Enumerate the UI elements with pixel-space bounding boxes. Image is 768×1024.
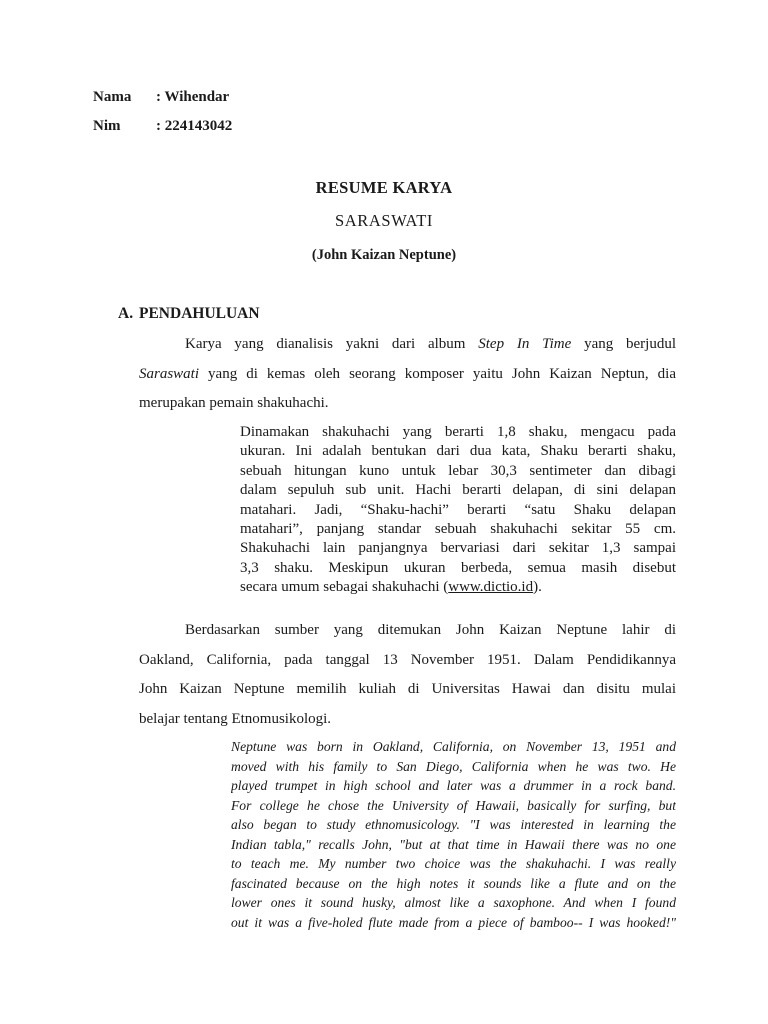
name-row xyxy=(93,89,229,106)
text-span: yang di kemas oleh seorang komposer yaitu John Kaizan Neptun, dia xyxy=(199,365,676,382)
quote-line: 3,3 shaku. Meskipun ukuran berbeda, semua masih disebut xyxy=(240,559,676,576)
quote-line xyxy=(240,578,676,597)
text-span: secara umum sebagai shakuhachi ( xyxy=(240,579,449,596)
composer-subtitle: (John Kaizan Neptune) xyxy=(311,247,457,263)
quote-line: Shakuhachi lain panjangnya bervariasi dari sekitar 1,3 sampai xyxy=(240,540,676,557)
section-title: PENDAHULUAN xyxy=(139,305,260,322)
paragraph-line xyxy=(139,360,676,390)
quote-line: played trumpet in high school and later was a drummer in a rock band. xyxy=(231,778,676,793)
quote-line: lower ones it sound husky, almost like a saxophone. And when I found xyxy=(231,895,676,910)
section-number: A. xyxy=(118,305,134,322)
paragraph-line xyxy=(139,330,676,360)
quote-line: out it was a five-holed flute made from a piece of bamboo-- I was hooked!" xyxy=(231,914,676,930)
paragraph-line: belajar tentang Etnomusikologi. xyxy=(139,710,332,727)
paragraph-line: John Kaizan Neptune memilih kuliah di Universitas Hawai dan disitu mulai xyxy=(139,681,676,697)
biography-block-quote xyxy=(231,737,676,932)
text-span: yang berjudul xyxy=(571,336,676,352)
quote-line: matahari”, panjang standar sebuah shakuhachi sekitar 55 cm. xyxy=(240,520,676,537)
source-link[interactable]: www.dictio.id xyxy=(448,579,534,596)
quote-line: Dinamakan shakuhachi yang berarti 1,8 shaku, mengacu pada xyxy=(240,424,676,440)
quote-line: ukuran. Ini adalah bentukan dari dua kata, Shaku berarti shaku, xyxy=(240,443,676,460)
album-name: Step In Time xyxy=(478,336,572,352)
quote-line: Indian tabla," recalls John, "but at that time in Hawaii there was no one xyxy=(231,836,676,852)
section-heading xyxy=(118,305,260,323)
quote-line: fascinated because on the high notes it sounds like a flute and on the xyxy=(231,875,676,891)
quote-line: Neptune was born in Oakland, California, on November 13, 1951 and xyxy=(231,739,676,754)
document-title: RESUME KARYA xyxy=(315,178,453,197)
paragraph-line: merupakan pemain shakuhachi. xyxy=(139,395,329,411)
biography-paragraph xyxy=(139,616,676,734)
quote-line: dalam sepuluh sub unit. Hachi berarti delapan, di sini delapan xyxy=(240,482,676,499)
quote-line: matahari. Jadi, “Shaku-hachi” berarti “satu Shaku delapan xyxy=(240,501,676,518)
name-label: Nama xyxy=(93,89,132,105)
paragraph-line: Oakland, California, pada tanggal 13 November 1951. Dalam Pendidikannya xyxy=(139,651,676,668)
quote-line: to teach me. My number two choice was the shakuhachi. I was really xyxy=(231,856,676,871)
shakuhachi-block-quote xyxy=(240,423,676,598)
text-span: Karya yang dianalisis yakni dari album xyxy=(185,336,479,352)
name-value: : Wihendar xyxy=(156,89,230,105)
quote-line: For college he chose the University of Hawaii, basically for surfing, but xyxy=(231,797,676,813)
quote-line: sebuah hitungan kuno untuk lebar 30,3 sentimeter dan dibagi xyxy=(240,462,676,479)
nim-value: : 224143042 xyxy=(156,118,233,134)
nim-row xyxy=(93,118,232,135)
intro-paragraph xyxy=(139,330,676,419)
quote-line: also began to study ethnomusicology. "I was interested in learning the xyxy=(231,817,676,832)
work-name: Saraswati xyxy=(139,365,200,382)
paragraph-line: Berdasarkan sumber yang ditemukan John Kaizan Neptune lahir di xyxy=(185,622,676,638)
text-span: ). xyxy=(533,579,542,596)
quote-line: moved with his family to San Diego, California when he was two. He xyxy=(231,758,676,774)
work-title: SARASWATI xyxy=(335,211,433,230)
nim-label: Nim xyxy=(93,118,121,134)
